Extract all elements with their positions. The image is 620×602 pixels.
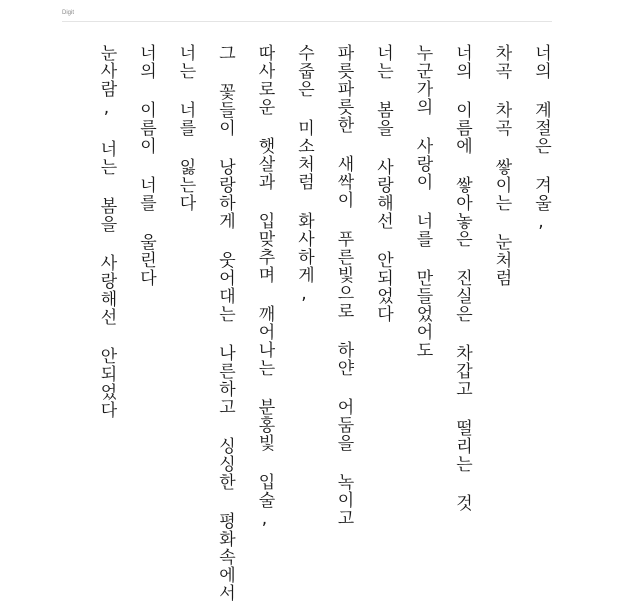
poem-line: 누군가의 사랑이 너를 만들었어도	[412, 44, 433, 359]
poem-line: 따사로운 햇살과 입맞추며 깨어나는 분홍빛 입술,	[254, 44, 275, 530]
poem-line: 파릇파릇한 새싹이 푸른빛으로 하얀 어둠을 녹이고	[333, 44, 354, 527]
poem-line: 차곡 차곡 쌓이는 눈처럼	[491, 44, 512, 287]
poem-line: 수줍은 미소처럼 화사하게,	[294, 44, 314, 305]
poem-body	[86, 44, 560, 602]
poem-line: 너는 봄을 사랑해선 안되었다	[373, 44, 393, 323]
poem-line: 너의 이름이 너를 울린다	[136, 44, 156, 287]
poem-line: 그 꽃들이 낭랑하게 웃어대는 나른하고 싱싱한 평화속에서	[215, 44, 235, 602]
poem-line: 너의 이름에 쌓아놓은 진실은 차갑고 떨리는 것	[452, 44, 472, 512]
poem-line: 눈사람, 너는 봄을 사랑해선 안되었다	[96, 44, 117, 419]
header-divider	[62, 21, 552, 22]
poem-line: 너는 너를 잃는다	[175, 44, 196, 212]
header-label: Digit	[62, 10, 75, 16]
poem-line: 너의 계절은 겨울,	[531, 44, 551, 233]
